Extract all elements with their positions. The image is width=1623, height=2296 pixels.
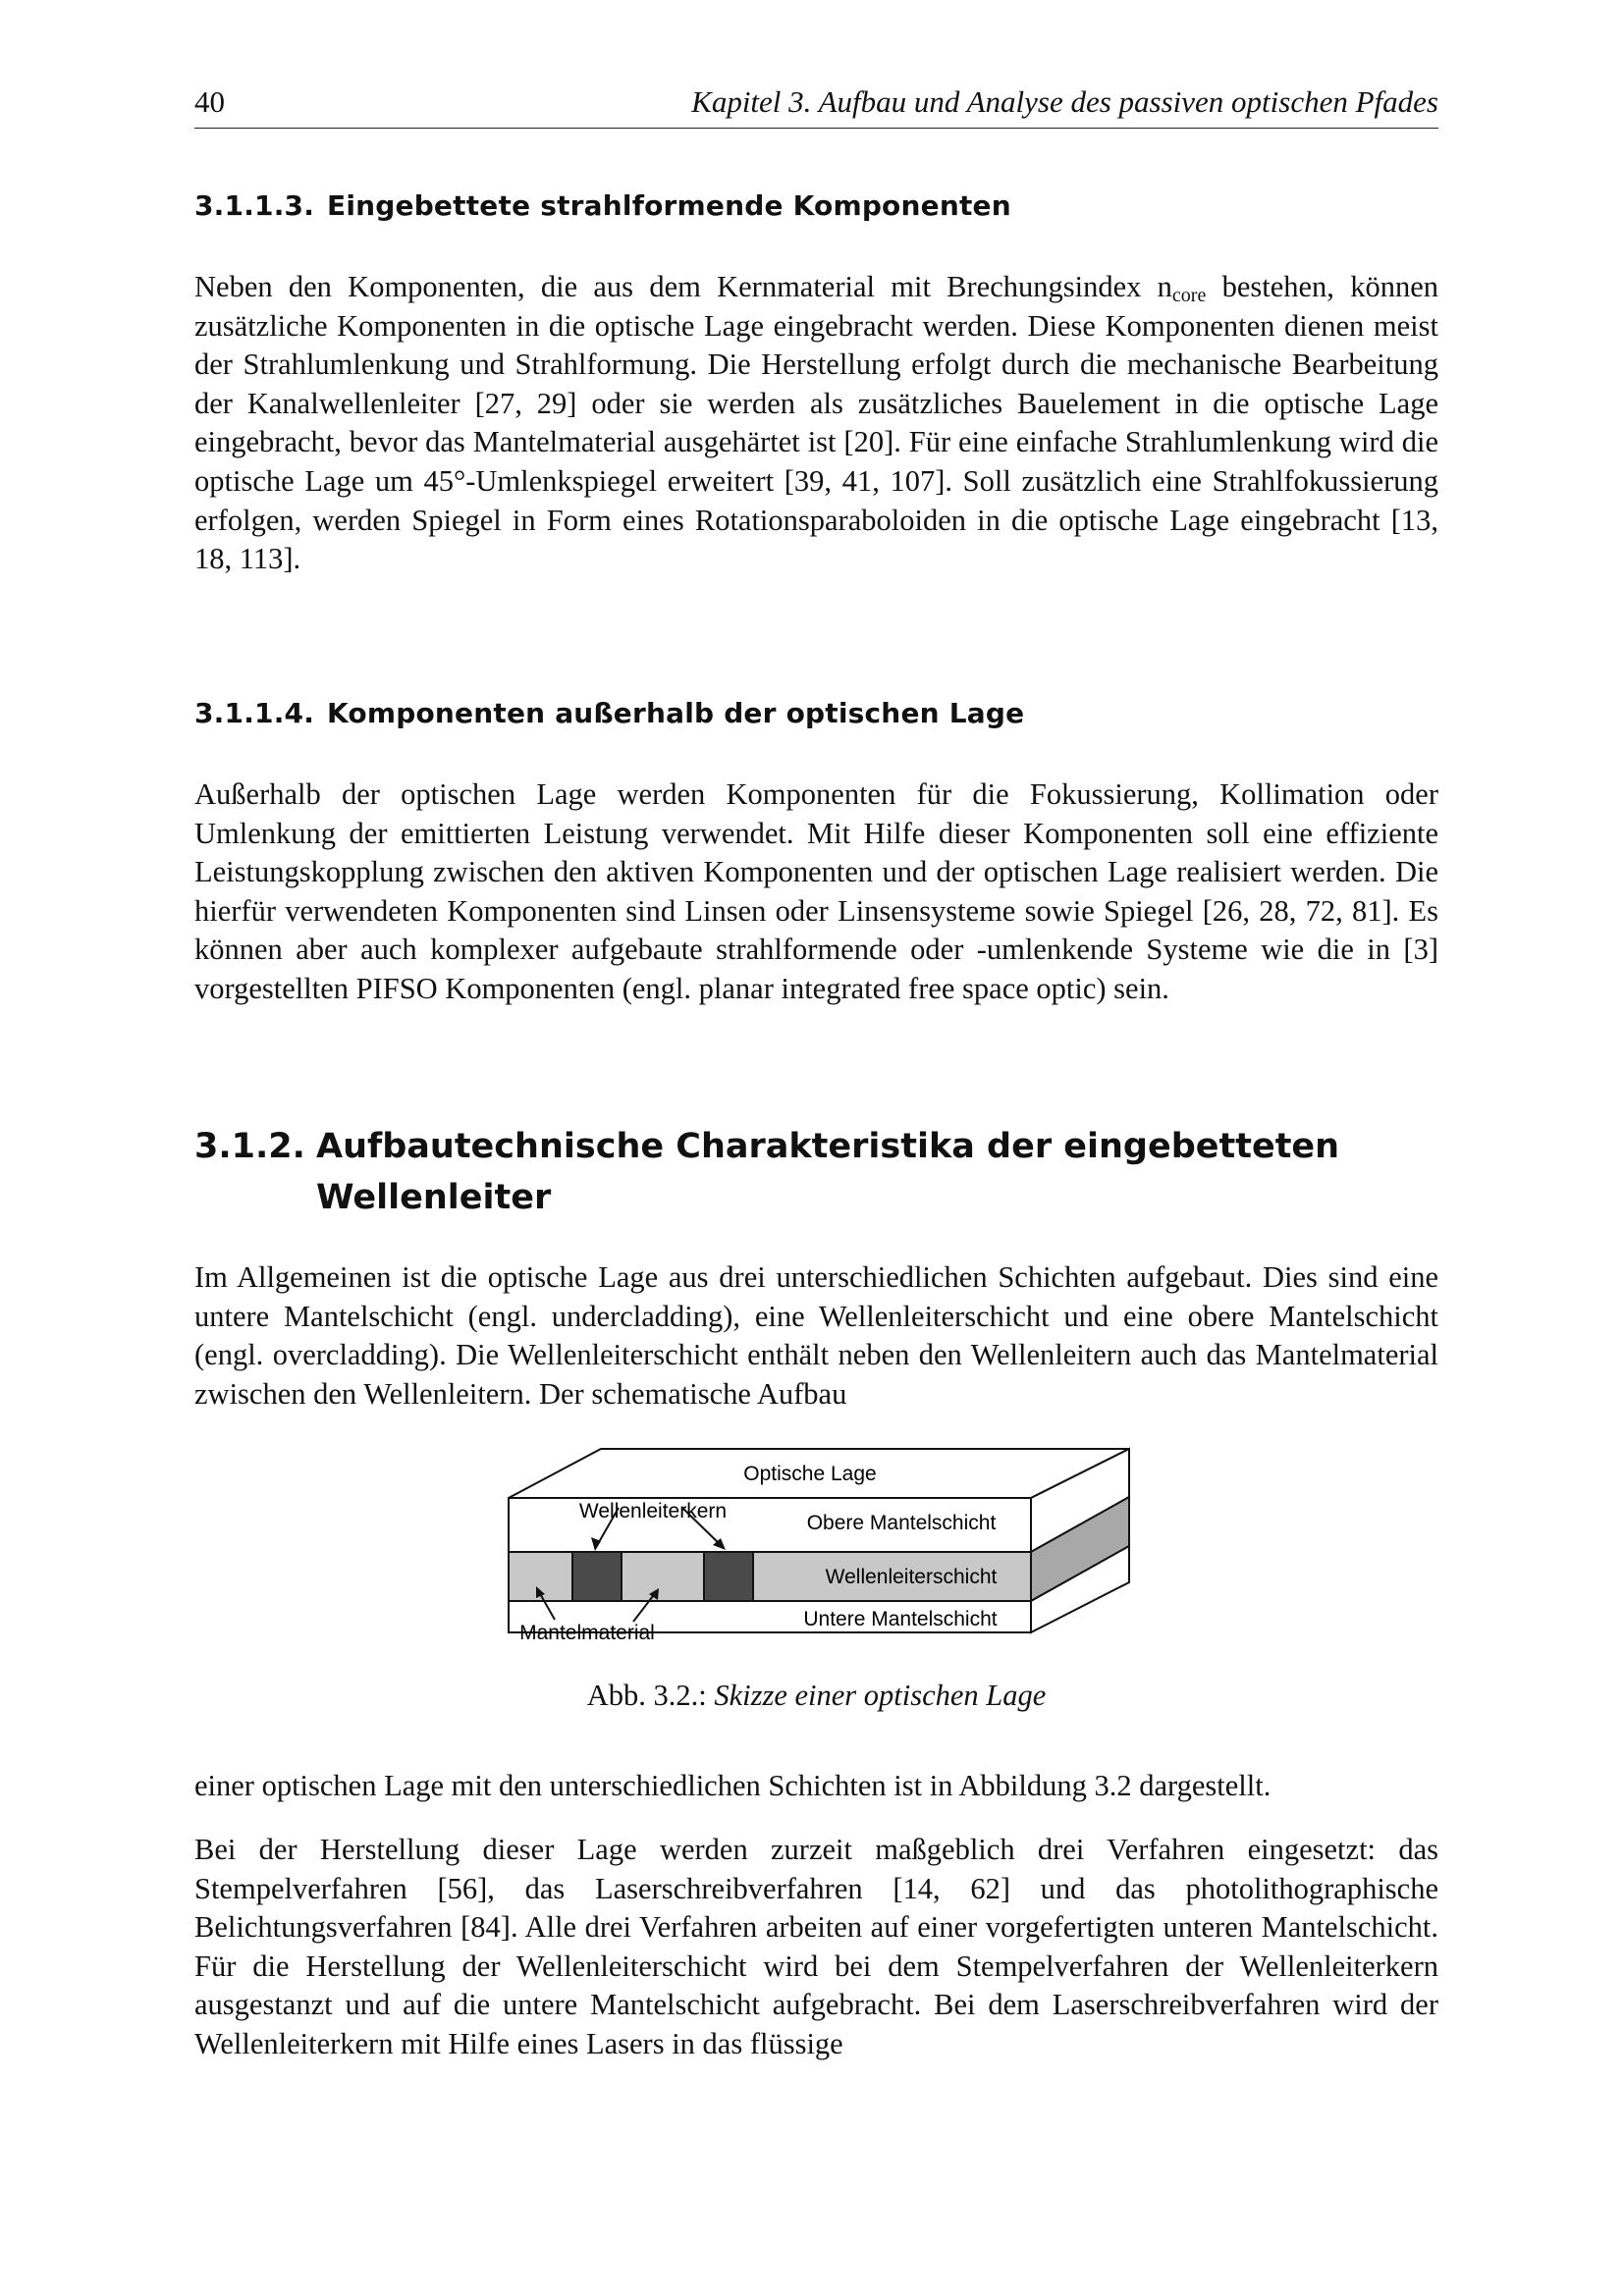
waveguide-core-2 xyxy=(704,1552,753,1601)
waveguide-core-1 xyxy=(572,1552,622,1601)
figure-optical-layer xyxy=(501,1443,1139,1649)
heading-number: 3.1.1.4. xyxy=(194,697,315,729)
paragraph-text: einer optischen Lage mit den unterschiedlichen Schichten ist in Abbildung 3.2 dargestellt. xyxy=(194,1769,1271,1802)
heading-title-line2: Wellenleiter xyxy=(316,1178,552,1217)
page-header xyxy=(194,84,1438,129)
label-optical-layer: Optische Lage xyxy=(743,1463,877,1485)
paragraph-text: bestehen, können zusätzliche Komponenten in die optische Lage eingebracht werden. Diese Komponenten dienen meist der Strahlumlenkung und Strahlformung. Die Herstellung erfolgt durch die mechanische Bearbeitung der Kanalwellenleiter [27, 29] oder sie werden als zusätzliches Bauelement in die optische Lage eingebracht, bevor das Mantelmaterial ausgehärtet ist [20]. Für eine einfache Strahlumlenkung wird die optische Lage um 45°-Umlenkspiegel erweitert [39, 41, 107]. Soll zusätzlich eine Strahlfokussierung erfolgen, werden Spiegel in Form eines Rotationsparaboloiden in die optische Lage eingebracht [13, 18, 113]. xyxy=(194,270,1438,576)
paragraph-text: Im Allgemeinen ist die optische Lage aus drei unterschiedlichen Schichten aufgebaut. Dies sind eine untere Mantelschicht (engl. undercladding), eine Wellenleiterschicht und eine obere Mantelschicht (engl. overcladding). Die Wellenleiterschicht enthält neben den Wellenleitern auch das Mantelmaterial zwischen den Wellenleitern. Der schematische Aufbau xyxy=(194,1260,1438,1411)
paragraph-3114 xyxy=(194,775,1438,1009)
label-core: Wellenleiterkern xyxy=(578,1500,728,1522)
heading-title: Eingebettete strahlformende Komponenten xyxy=(327,189,1011,222)
paragraph-3113 xyxy=(194,268,1438,579)
running-title: Kapitel 3. Aufbau und Analyse des passiven optischen Pfades xyxy=(691,84,1438,119)
label-waveguide-layer: Wellenleiterschicht xyxy=(825,1566,998,1588)
paragraph-text: Neben den Komponenten, die aus dem Kernmaterial mit Brechungsindex n xyxy=(194,270,1172,303)
heading-title-line1: Aufbautechnische Charakteristika der eingebetteten xyxy=(316,1127,1340,1166)
paragraph-312-2 xyxy=(194,1767,1438,1806)
heading-3114 xyxy=(194,697,1024,729)
label-lower-cladding: Untere Mantelschicht xyxy=(803,1608,998,1630)
caption-text: Skizze einer optischen Lage xyxy=(714,1679,1047,1712)
heading-number: 3.1.1.3. xyxy=(194,189,315,222)
heading-title: Komponenten außerhalb der optischen Lage xyxy=(327,697,1025,729)
label-cladding-material: Mantelmaterial xyxy=(519,1622,655,1644)
heading-number: 3.1.2. xyxy=(194,1127,305,1166)
paragraph-312-1 xyxy=(194,1258,1438,1414)
heading-3113 xyxy=(194,189,1011,222)
paragraph-text: Außerhalb der optischen Lage werden Komponenten für die Fokussierung, Kollimation oder Umlenkung der emittierten Leistung verwendet. Mit Hilfe dieser Komponenten soll eine effiziente Leistungskopplung zwischen den aktiven Komponenten und der optischen Lage realisiert werden. Die hierfür verwendeten Komponenten sind Linsen oder Linsensysteme sowie Spiegel [26, 28, 72, 81]. Es können aber auch komplexer aufgebaute strahlformende oder -umlenkende Systeme wie die in [3] vorgestellten PIFSO Komponenten (engl. planar integrated free space optic) sein. xyxy=(194,777,1438,1005)
caption-label: Abb. 3.2.: xyxy=(586,1679,715,1712)
subscript-core: core xyxy=(1171,285,1207,306)
paragraph-312-3 xyxy=(194,1831,1438,2064)
figure-caption xyxy=(194,1679,1438,1713)
paragraph-text: Bei der Herstellung dieser Lage werden zurzeit maßgeblich drei Verfahren eingesetzt: das Stempelverfahren [56], das Laserschreibverfahren [14, 62] und das photolithographische Belichtungsverfahren [84]. Alle drei Verfahren arbeiten auf einer vorgefertigten unteren Mantelschicht. Für die Herstellung der Wellenleiterschicht wird bei dem Stempelverfahren der Wellenleiterkern ausgestanzt und auf die untere Mantelschicht aufgebracht. Bei dem Laserschreibverfahren wird der Wellenleiterkern mit Hilfe eines Lasers in das flüssige xyxy=(194,1833,1438,2060)
label-upper-cladding: Obere Mantelschicht xyxy=(806,1512,997,1534)
page-number: 40 xyxy=(194,84,225,119)
figure-diagram xyxy=(501,1443,1139,1649)
heading-312 xyxy=(194,1121,1339,1223)
